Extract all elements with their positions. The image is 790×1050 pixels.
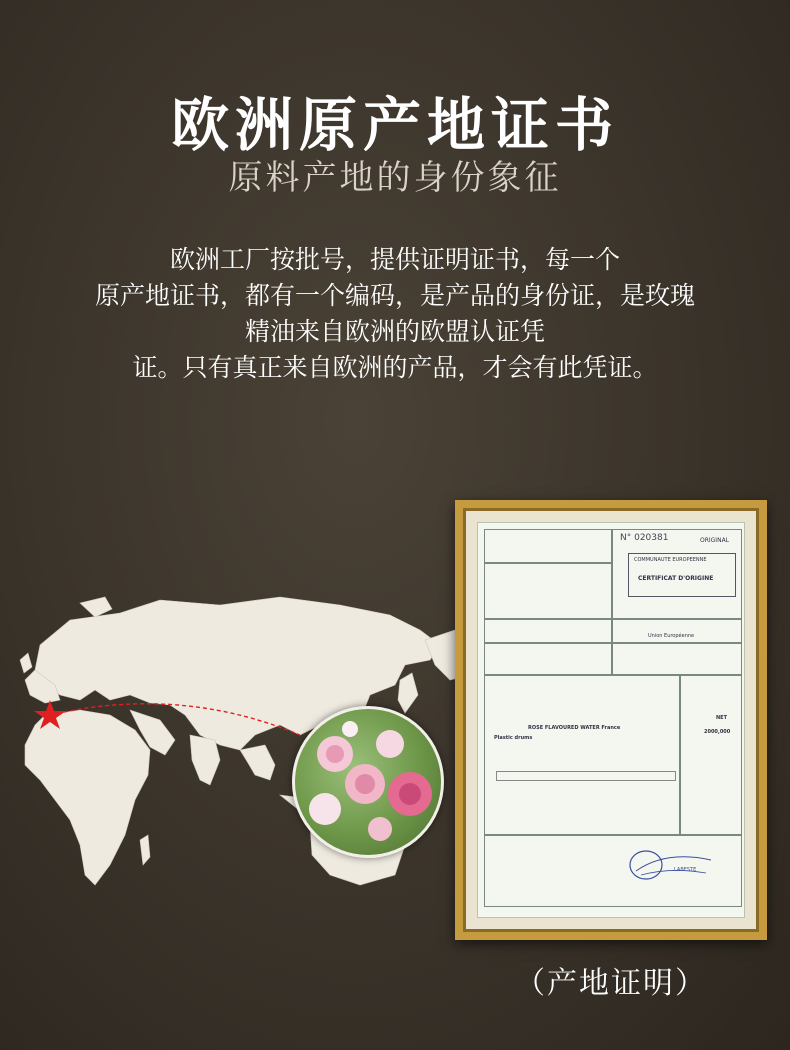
certificate-document xyxy=(477,522,745,918)
page-title: 欧洲原产地证书 xyxy=(170,91,619,159)
certificate-net: NET xyxy=(716,715,728,721)
rose-flower-image xyxy=(292,706,444,858)
description-line: 证。只有真正来自欧洲的产品，才会有此凭证。 xyxy=(132,353,658,382)
certificate-caption: （产地证明） xyxy=(515,966,707,1001)
certificate-quantity: 2000,000 xyxy=(704,729,731,735)
description-line: 精油来自欧洲的欧盟认证凭 xyxy=(244,317,545,346)
certificate-frame xyxy=(455,500,767,940)
page-subtitle: 原料产地的身份象征 xyxy=(228,158,562,198)
certificate-packages: Plastic drums xyxy=(494,735,533,741)
certificate-stamp xyxy=(626,845,716,885)
certificate-heading: CERTIFICAT D'ORIGINE xyxy=(638,575,714,582)
certificate-origin-country: Union Européenne xyxy=(648,633,695,639)
description-line: 欧洲工厂按批号，提供证明证书，每一个 xyxy=(169,245,620,274)
certificate-community: COMMUNAUTE EUROPEENNE xyxy=(634,557,707,563)
certificate-stamp-text: LABESTE xyxy=(674,867,697,873)
certificate-original: ORIGINAL xyxy=(700,537,730,544)
certificate-goods: ROSE FLAVOURED WATER France xyxy=(528,725,621,731)
description-paragraph xyxy=(30,242,760,386)
certificate-number: N° 020381 xyxy=(620,533,669,543)
description-line: 原产地证书，都有一个编码，是产品的身份证，是玫瑰 xyxy=(94,281,695,310)
